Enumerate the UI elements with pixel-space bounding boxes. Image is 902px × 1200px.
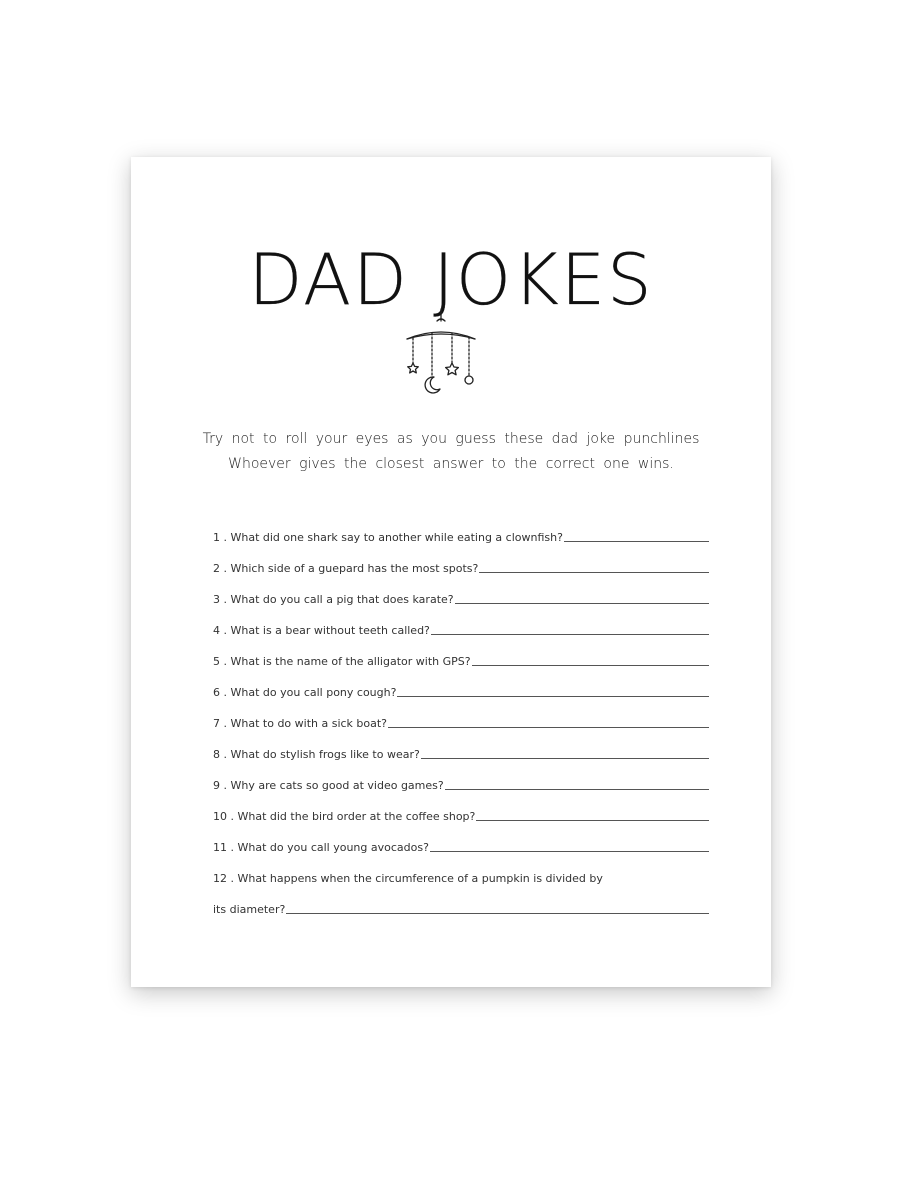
question-text: 9 . Why are cats so good at video games? xyxy=(213,779,444,792)
question-text: 3 . What do you call a pig that does karate? xyxy=(213,593,454,606)
question-12 xyxy=(213,854,709,885)
answer-line[interactable] xyxy=(476,820,709,821)
answer-line[interactable] xyxy=(431,634,709,635)
answer-line[interactable] xyxy=(445,789,709,790)
printable-sheet xyxy=(131,157,771,987)
answer-line[interactable] xyxy=(286,913,709,914)
page-title: DAD JOKES xyxy=(248,239,654,321)
baby-mobile-icon xyxy=(401,307,481,397)
question-text-continuation: its diameter? xyxy=(213,903,286,916)
question-2 xyxy=(213,544,709,575)
question-12-continuation xyxy=(213,885,709,916)
question-list xyxy=(213,513,709,916)
question-5 xyxy=(213,637,709,668)
answer-line[interactable] xyxy=(430,851,709,852)
question-text: 5 . What is the name of the alligator with GPS? xyxy=(213,655,471,668)
question-text: 12 . What happens when the circumference of a pumpkin is divided by xyxy=(213,872,603,885)
question-1 xyxy=(213,513,709,544)
question-3 xyxy=(213,575,709,606)
question-text: 4 . What is a bear without teeth called? xyxy=(213,624,430,637)
question-text: 8 . What do stylish frogs like to wear? xyxy=(213,748,420,761)
question-text: 1 . What did one shark say to another while eating a clownfish? xyxy=(213,531,563,544)
answer-line[interactable] xyxy=(472,665,709,666)
question-text: 6 . What do you call pony cough? xyxy=(213,686,397,699)
instructions xyxy=(131,427,771,477)
question-text: 10 . What did the bird order at the coffee shop? xyxy=(213,810,476,823)
question-11 xyxy=(213,823,709,854)
question-7 xyxy=(213,699,709,730)
question-text: 11 . What do you call young avocados? xyxy=(213,841,429,854)
question-8 xyxy=(213,730,709,761)
answer-line[interactable] xyxy=(388,727,709,728)
answer-line[interactable] xyxy=(564,541,709,542)
answer-line[interactable] xyxy=(455,603,709,604)
answer-line[interactable] xyxy=(397,696,709,697)
question-text: 7 . What to do with a sick boat? xyxy=(213,717,388,730)
instructions-line-1: Try not to roll your eyes as you guess these dad joke punchlines xyxy=(202,431,700,447)
question-text: 2 . Which side of a guepard has the most spots? xyxy=(213,562,479,575)
answer-line[interactable] xyxy=(479,572,709,573)
question-4 xyxy=(213,606,709,637)
instructions-line-2: Whoever gives the closest answer to the correct one wins. xyxy=(228,456,674,472)
question-10 xyxy=(213,792,709,823)
question-6 xyxy=(213,668,709,699)
answer-line[interactable] xyxy=(421,758,709,759)
question-9 xyxy=(213,761,709,792)
